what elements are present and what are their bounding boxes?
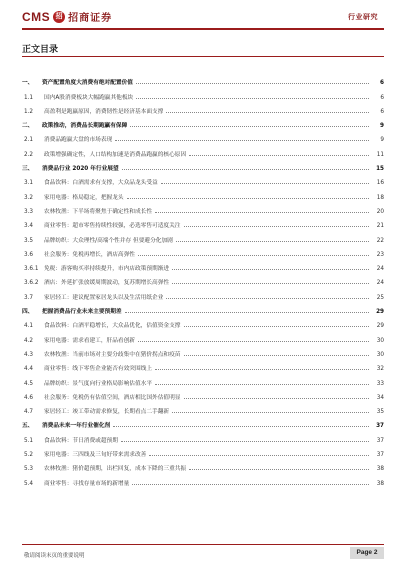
toc-dot-leader <box>155 369 369 370</box>
toc-chapter-entry[interactable] <box>22 415 384 429</box>
toc-dot-leader <box>184 398 370 399</box>
toc-section-entry[interactable] <box>22 358 384 372</box>
toc-section-entry[interactable] <box>22 429 384 443</box>
toc-entry-page: 21 <box>376 223 384 230</box>
toc-section-entry[interactable] <box>22 387 384 401</box>
toc-entry-page: 6 <box>380 94 384 101</box>
toc-entry-title: 品牌纺织：大众理性/高端个性并存 但要避分化加剧 <box>44 237 173 244</box>
toc-entry-number: 二、 <box>22 123 34 130</box>
toc-chapter-entry[interactable] <box>22 301 384 315</box>
page-header <box>0 0 406 34</box>
toc-section-entry[interactable] <box>22 315 384 329</box>
toc-entry-number: 1.2 <box>24 108 34 115</box>
toc-dot-leader <box>115 140 369 141</box>
toc-entry-title: 食品饮料：白酒平稳增长，大众品优化，估值资金支撑 <box>44 323 181 330</box>
toc-entry-title: 家居轻工：建议配置家居龙头以及生活用纸企业 <box>44 294 164 301</box>
toc-entry-page: 37 <box>376 452 384 459</box>
toc-dot-leader <box>149 455 369 456</box>
toc-entry-title: 消费品跑赢大盘的市场表现 <box>44 137 113 144</box>
toc-entry-number: 4.4 <box>24 366 34 373</box>
toc-entry-page: 29 <box>376 323 384 330</box>
toc-entry-title: 社会服务：免税仍有估值空间，酒店相比国外估值明显 <box>44 394 181 401</box>
toc-entry-title: 家用电器：三四线及三旬好带来需求改善 <box>44 452 147 459</box>
toc-dot-leader <box>138 255 369 256</box>
toc-entry-title: 国内A股消费板块大幅跑赢其他板块 <box>44 94 134 101</box>
toc-dot-leader <box>184 326 370 327</box>
toc-section-entry[interactable] <box>22 286 384 300</box>
logo-cms-text: CMS <box>22 9 51 24</box>
toc-entry-title: 农林牧渔：下半场将聚焦于确定性和成长性 <box>44 208 153 215</box>
toc-section-entry[interactable] <box>22 244 384 258</box>
toc-dot-leader <box>184 355 370 356</box>
toc-entry-title: 商业零售：线下零售企业能否有效突围线上 <box>44 366 153 373</box>
toc-section-entry[interactable] <box>22 401 384 415</box>
toc-entry-page: 30 <box>376 351 384 358</box>
toc-section-entry[interactable] <box>22 101 384 115</box>
toc-dot-leader <box>130 126 369 127</box>
toc-entry-number: 4.2 <box>24 337 34 344</box>
toc-section-entry[interactable] <box>22 329 384 343</box>
toc-entry-page: 24 <box>376 280 384 287</box>
toc-section-entry[interactable] <box>22 201 384 215</box>
toc-heading-divider <box>22 56 384 57</box>
toc-entry-title: 高盈利是跑赢原因，消费韧性是经济基本面支撑 <box>44 108 164 115</box>
toc-dot-leader <box>127 198 369 199</box>
toc-section-entry[interactable] <box>22 129 384 143</box>
toc-section-entry[interactable] <box>22 472 384 486</box>
toc-dot-leader <box>125 312 369 313</box>
toc-entry-number: 3.4 <box>24 223 34 230</box>
toc-section-entry[interactable] <box>22 272 384 286</box>
toc-entry-number: 5.4 <box>24 480 34 487</box>
footer-divider <box>22 544 384 545</box>
toc-entry-number: 1.1 <box>24 94 34 101</box>
toc-entry-number: 4.5 <box>24 380 34 387</box>
toc-dot-leader <box>184 226 370 227</box>
toc-dot-leader <box>172 283 369 284</box>
toc-entry-page: 6 <box>380 80 384 87</box>
toc-entry-title: 家用电器：需求看建工，肝品看创新 <box>44 337 135 344</box>
toc-entry-title: 农林牧渔：猪价超预期，出栏回复，成本下降的三重共振 <box>44 466 187 473</box>
toc-section-entry[interactable] <box>22 444 384 458</box>
toc-entry-page: 16 <box>376 180 384 187</box>
toc-entry-title: 消费品行业 2020 年行业展望 <box>42 166 119 173</box>
toc-entry-page: 9 <box>380 123 384 130</box>
toc-entry-title: 商业零售：寻找存量市场的新增量 <box>44 480 130 487</box>
brand-logo <box>22 9 112 24</box>
table-of-contents <box>22 72 384 487</box>
toc-entry-title: 家用电器：格局稳定，把握龙头 <box>44 194 124 201</box>
toc-entry-number: 4.1 <box>24 323 34 330</box>
toc-dot-leader <box>166 112 369 113</box>
toc-entry-page: 23 <box>376 251 384 258</box>
toc-dot-leader <box>189 155 369 156</box>
toc-entry-page: 18 <box>376 194 384 201</box>
toc-entry-number: 3.7 <box>24 294 34 301</box>
toc-section-entry[interactable] <box>22 258 384 272</box>
toc-entry-number: 3.3 <box>24 208 34 215</box>
toc-entry-page: 38 <box>376 466 384 473</box>
toc-entry-page: 32 <box>376 366 384 373</box>
toc-entry-title: 政策增强确定性，人口结构加速是消费品跑赢的核心原因 <box>44 151 187 158</box>
toc-entry-number: 3.2 <box>24 194 34 201</box>
toc-dot-leader <box>138 341 369 342</box>
toc-entry-title: 农林牧渔：当前市场对主要分歧集中在猪价拐点和疫苗 <box>44 351 181 358</box>
toc-entry-number: 5.3 <box>24 466 34 473</box>
report-type-label: 行业研究 <box>348 13 378 21</box>
toc-section-entry[interactable] <box>22 143 384 157</box>
toc-entry-title: 食品饮料：节日消费或超预期 <box>44 437 118 444</box>
toc-entry-title: 政策推动，消费品长期跑赢有保障 <box>42 123 128 130</box>
toc-entry-page: 15 <box>376 166 384 173</box>
toc-entry-page: 38 <box>376 480 384 487</box>
toc-entry-number: 三、 <box>22 166 34 173</box>
toc-entry-number: 3.1 <box>24 180 34 187</box>
logo-company-name: 招商证券 <box>68 13 113 24</box>
toc-entry-page: 29 <box>376 309 384 316</box>
toc-section-entry[interactable] <box>22 344 384 358</box>
toc-dot-leader <box>161 183 369 184</box>
toc-section-entry[interactable] <box>22 215 384 229</box>
page-number-badge: Page 2 <box>350 547 384 559</box>
toc-section-entry[interactable] <box>22 86 384 100</box>
toc-entry-number: 4.6 <box>24 394 34 401</box>
toc-dot-leader <box>166 298 369 299</box>
toc-entry-number: 4.7 <box>24 409 34 416</box>
toc-dot-leader <box>155 384 369 385</box>
toc-entry-number: 3.5 <box>24 237 34 244</box>
footer-disclaimer: 敬请阅读末页的重要说明 <box>24 553 85 559</box>
toc-section-entry[interactable] <box>22 458 384 472</box>
toc-section-entry[interactable] <box>22 172 384 186</box>
logo-mark-icon: 招 <box>53 11 65 23</box>
toc-chapter-entry[interactable] <box>22 158 384 172</box>
toc-entry-number: 5.2 <box>24 452 34 459</box>
toc-entry-title: 把握消费品行业未来主要预期差 <box>42 309 122 316</box>
toc-dot-leader <box>172 412 369 413</box>
toc-entry-page: 11 <box>376 151 384 158</box>
toc-section-entry[interactable] <box>22 372 384 386</box>
toc-entry-title: 家居轻工：竣工带动需求修复，长期看点二手翻新 <box>44 409 170 416</box>
toc-entry-page: 9 <box>380 137 384 144</box>
toc-entry-title: 免税：游客购买率持续提升，市内店政策预期渐进 <box>44 266 170 273</box>
toc-entry-number: 四、 <box>22 309 34 316</box>
header-divider <box>22 28 384 30</box>
toc-entry-number: 2.2 <box>24 151 34 158</box>
toc-dot-leader <box>113 426 369 427</box>
toc-entry-title: 资产配置角度大消费有绝对配置价值 <box>42 80 133 87</box>
toc-entry-page: 37 <box>376 423 384 430</box>
toc-dot-leader <box>121 441 369 442</box>
toc-entry-number: 5.1 <box>24 437 34 444</box>
toc-entry-title: 消费品未来一年行业催化剂 <box>42 423 111 430</box>
toc-entry-page: 33 <box>376 380 384 387</box>
toc-entry-page: 34 <box>376 394 384 401</box>
toc-dot-leader <box>172 269 369 270</box>
toc-entry-title: 商业零售：超市零售持续性较强，必选零售可适度关注 <box>44 223 181 230</box>
toc-entry-page: 6 <box>380 108 384 115</box>
toc-chapter-entry[interactable] <box>22 72 384 86</box>
toc-dot-leader <box>136 83 369 84</box>
toc-entry-page: 37 <box>376 437 384 444</box>
toc-dot-leader <box>155 212 369 213</box>
toc-entry-number: 一、 <box>22 80 34 87</box>
toc-entry-number: 4.3 <box>24 351 34 358</box>
toc-dot-leader <box>176 241 369 242</box>
toc-entry-page: 20 <box>376 208 384 215</box>
toc-entry-title: 品牌纺织：景气度向行业格局影响估值水平 <box>44 380 153 387</box>
toc-entry-number: 2.1 <box>24 137 34 144</box>
toc-entry-page: 24 <box>376 266 384 273</box>
toc-section-entry[interactable] <box>22 186 384 200</box>
toc-chapter-entry[interactable] <box>22 115 384 129</box>
toc-entry-page: 25 <box>376 294 384 301</box>
toc-entry-title: 酒店：外延扩张放缓周期波动，复苏期增长高弹性 <box>44 280 170 287</box>
toc-dot-leader <box>132 484 369 485</box>
toc-heading: 正文目录 <box>22 45 59 55</box>
toc-section-entry[interactable] <box>22 229 384 243</box>
toc-entry-number: 3.6 <box>24 251 34 258</box>
toc-entry-number: 3.6.1 <box>24 266 39 273</box>
toc-entry-title: 食品饮料：白酒需求有支撑，大众品龙头受益 <box>44 180 158 187</box>
toc-entry-page: 35 <box>376 409 384 416</box>
toc-entry-page: 30 <box>376 337 384 344</box>
toc-dot-leader <box>189 469 369 470</box>
toc-entry-page: 22 <box>376 237 384 244</box>
toc-dot-leader <box>122 169 369 170</box>
toc-entry-number: 3.6.2 <box>24 280 39 287</box>
toc-entry-number: 五、 <box>22 423 34 430</box>
toc-entry-title: 社会服务：免税再增长，酒店高弹性 <box>44 251 135 258</box>
toc-dot-leader <box>136 98 369 99</box>
